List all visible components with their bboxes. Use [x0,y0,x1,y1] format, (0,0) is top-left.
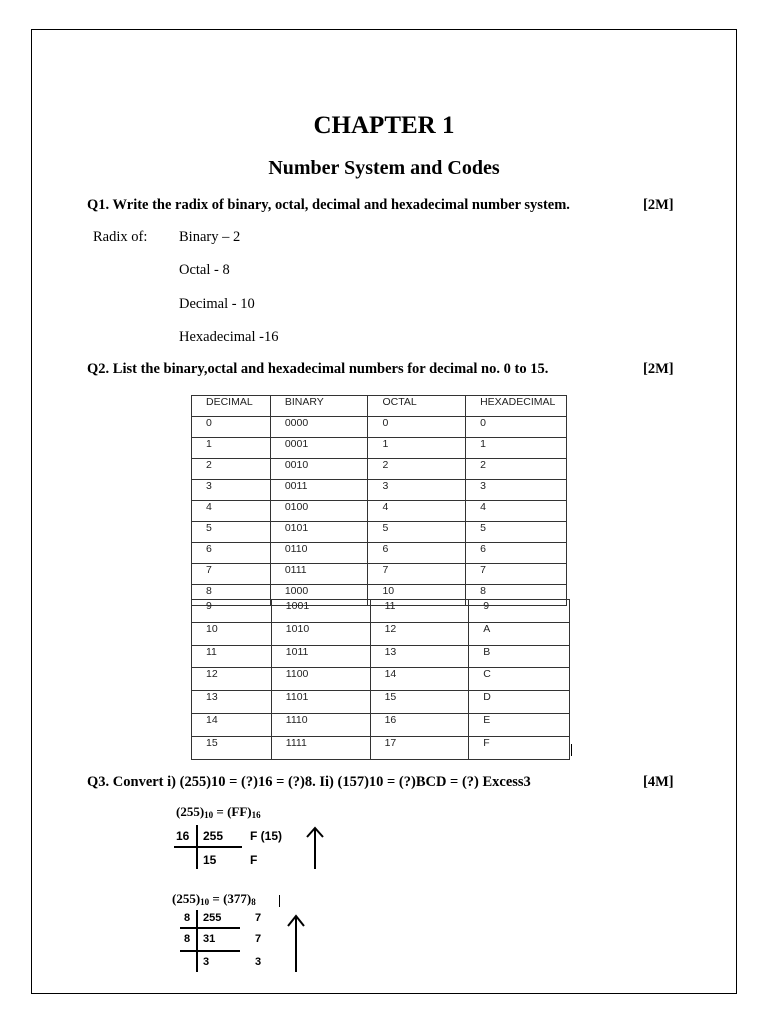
cell-octal: 15 [370,691,469,714]
cell-binary: 0101 [270,522,368,543]
table-row [192,691,570,714]
conversion-table-top [191,395,567,606]
cell-decimal: 15 [192,736,272,759]
hex-last-digit: F [250,853,258,867]
cell-binary: 1011 [271,645,370,668]
cell-decimal: 9 [192,600,272,623]
cell-octal: 7 [368,564,466,585]
cell-binary: 0001 [270,438,368,459]
q3-question: Q3. Convert i) (255)10 = (?)16 = (?)8. Ii) (157)10 = (?)BCD = (?) Excess3 [87,774,531,790]
cell-hexadecimal: D [469,691,570,714]
cell-binary: 0010 [270,459,368,480]
cell-hexadecimal: 8 [466,585,567,606]
oct-divisor-2: 8 [184,933,191,945]
table-row [192,600,570,623]
header-decimal: DECIMAL [192,396,271,417]
cell-octal: 0 [368,417,466,438]
cell-binary: 1110 [271,713,370,736]
table-row [192,645,570,668]
cell-binary: 0111 [270,564,368,585]
oct-value-2: 31 [203,933,216,945]
table-row [192,501,567,522]
cell-binary: 0100 [270,501,368,522]
cell-decimal: 3 [192,480,271,501]
cell-decimal: 5 [192,522,271,543]
cell-binary: 0000 [270,417,368,438]
cell-binary: 1001 [271,600,370,623]
q1-question: Q1. Write the radix of binary, octal, decimal and hexadecimal number system. [87,197,570,213]
table-row [192,713,570,736]
radix-label: Radix of: [93,229,148,245]
cell-hexadecimal: 9 [469,600,570,623]
hex-division-hline [174,846,242,848]
cell-octal: 16 [370,713,469,736]
table-edge-mark [571,744,572,756]
cell-decimal: 12 [192,668,272,691]
cell-decimal: 14 [192,713,272,736]
cell-octal: 13 [370,645,469,668]
q2-question: Q2. List the binary,octal and hexadecimal numbers for decimal no. 0 to 15. [87,361,549,377]
radix-octal: Octal - 8 [179,262,230,278]
cell-binary: 1000 [270,585,368,606]
radix-binary: Binary – 2 [179,229,241,245]
table-row [192,668,570,691]
cell-binary: 1100 [271,668,370,691]
cell-decimal: 2 [192,459,271,480]
cell-decimal: 0 [192,417,271,438]
oct-remainder-1: 7 [255,912,262,924]
cell-hexadecimal: 7 [466,564,567,585]
table-row [192,438,567,459]
cell-hexadecimal: B [469,645,570,668]
q3-marks: [4M] [643,774,674,790]
cell-octal: 1 [368,438,466,459]
cell-decimal: 8 [192,585,271,606]
cell-octal: 11 [370,600,469,623]
cell-hexadecimal: 0 [466,417,567,438]
oct-up-arrow-icon [285,913,307,973]
q2-marks: [2M] [643,361,674,377]
oct-value-1: 255 [203,912,222,924]
cell-octal: 12 [370,622,469,645]
cell-octal: 3 [368,480,466,501]
cell-decimal: 6 [192,543,271,564]
cell-decimal: 4 [192,501,271,522]
table-row [192,459,567,480]
cell-octal: 10 [368,585,466,606]
oct-value-3: 3 [203,956,210,968]
cell-octal: 4 [368,501,466,522]
oct-division-hline-1 [180,927,240,929]
chapter-subtitle: Number System and Codes [268,157,500,179]
table-row [192,622,570,645]
table-row [192,522,567,543]
hex-result: $(255)_{10} = (FF)_{16}$ [176,804,261,820]
cell-binary: 1010 [271,622,370,645]
oct-divisor-1: 8 [184,912,191,924]
table-header-row [192,396,567,417]
cell-decimal: 1 [192,438,271,459]
cell-decimal: 10 [192,622,272,645]
cell-hexadecimal: E [469,713,570,736]
cell-hexadecimal: 1 [466,438,567,459]
header-octal: OCTAL [368,396,466,417]
table-row [192,564,567,585]
oct-remainder-3: 3 [255,956,262,968]
table-row [192,736,570,759]
oct-division-hline-2 [180,950,240,952]
hex-divisor: 16 [176,829,190,843]
radix-hexadecimal: Hexadecimal -16 [179,329,279,345]
cell-hexadecimal: F [469,736,570,759]
cell-octal: 2 [368,459,466,480]
hex-dividend: 255 [203,829,224,843]
cell-binary: 0110 [270,543,368,564]
cell-binary: 1101 [271,691,370,714]
cell-octal: 14 [370,668,469,691]
cell-octal: 17 [370,736,469,759]
conversion-table-bottom [191,599,570,760]
cell-binary: 1111 [271,736,370,759]
table-row [192,417,567,438]
q1-marks: [2M] [643,197,674,213]
cell-hexadecimal: A [469,622,570,645]
cell-hexadecimal: 6 [466,543,567,564]
cell-hexadecimal: 5 [466,522,567,543]
chapter-title: CHAPTER 1 [313,112,455,139]
cell-decimal: 11 [192,645,272,668]
cell-octal: 6 [368,543,466,564]
header-hexadecimal: HEXADECIMAL [466,396,567,417]
radix-decimal: Decimal - 10 [179,296,255,312]
cell-decimal: 13 [192,691,272,714]
cell-hexadecimal: 2 [466,459,567,480]
cell-binary: 0011 [270,480,368,501]
table-row [192,543,567,564]
hex-remainder: F (15) [250,829,283,843]
header-binary: BINARY [270,396,368,417]
cell-hexadecimal: C [469,668,570,691]
table-row [192,480,567,501]
cell-octal: 5 [368,522,466,543]
cell-hexadecimal: 3 [466,480,567,501]
cell-decimal: 7 [192,564,271,585]
cell-hexadecimal: 4 [466,501,567,522]
oct-division-vline [196,910,198,972]
hex-up-arrow-icon [304,825,326,870]
oct-result: $(255)_{10} = (377)_8$ [172,891,256,907]
text-cursor-mark [279,895,280,907]
oct-remainder-2: 7 [255,933,262,945]
hex-quotient: 15 [203,853,217,867]
